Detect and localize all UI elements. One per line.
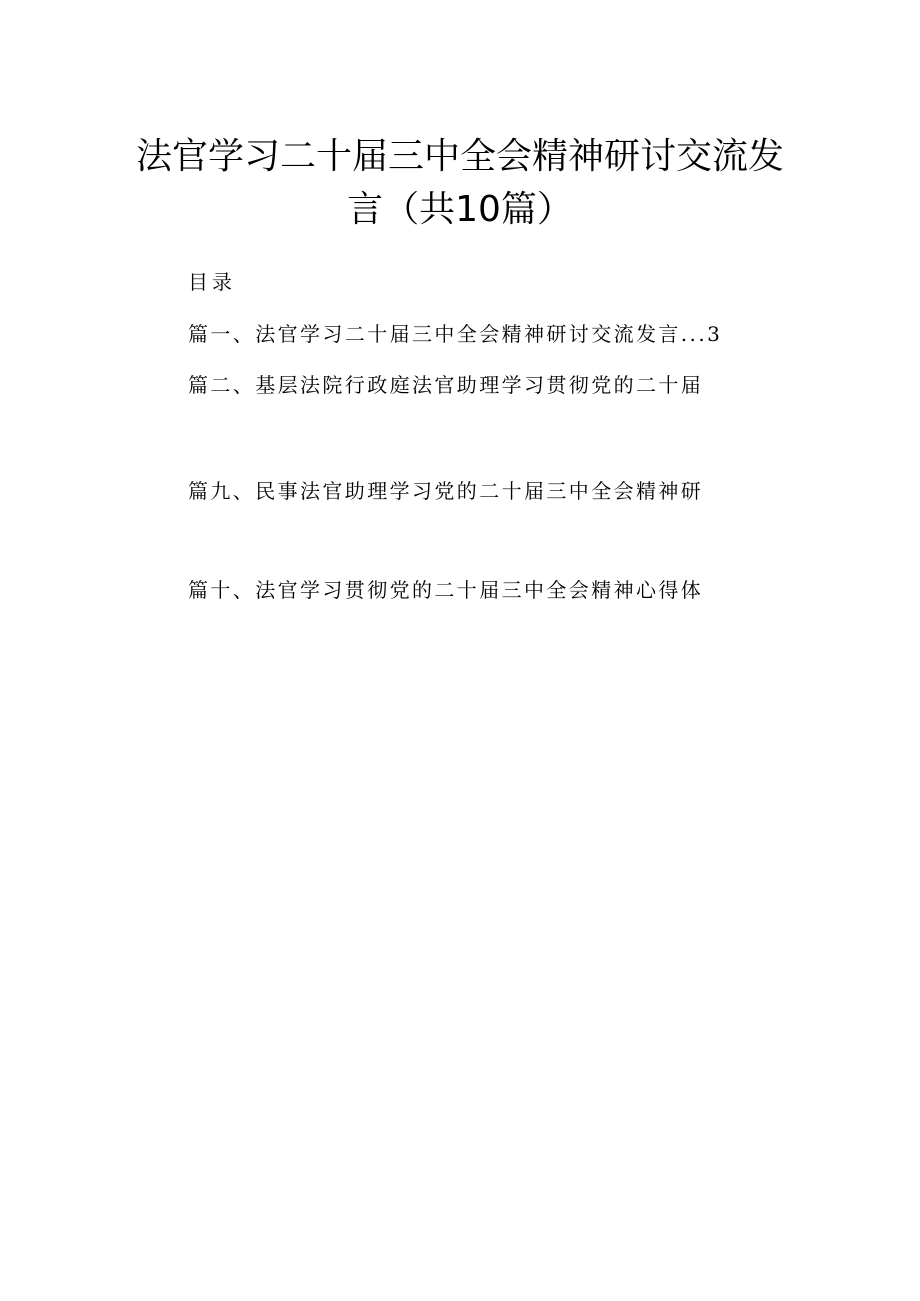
- toc-item-3[interactable]: [188, 477, 703, 505]
- toc-item-1[interactable]: [188, 320, 720, 348]
- toc-item-4[interactable]: [188, 576, 703, 604]
- toc-heading: 目录: [188, 270, 236, 294]
- toc-item-2[interactable]: [188, 371, 703, 399]
- toc-item-text: 篇二、基层法院行政庭法官助理学习贯彻党的二十届: [188, 373, 704, 397]
- toc-item-page-number: 3: [707, 322, 720, 346]
- toc-item-text: 篇一、法官学习二十届三中全会精神研讨交流发言...: [188, 322, 708, 346]
- document-title-line-2: 言（共10篇）: [347, 189, 573, 230]
- document-title-line-1: 法官学习二十届三中全会精神研讨交流发: [135, 136, 784, 177]
- toc-item-text: 篇九、民事法官助理学习党的二十届三中全会精神研: [188, 479, 704, 503]
- toc-item-text: 篇十、法官学习贯彻党的二十届三中全会精神心得体: [188, 578, 704, 602]
